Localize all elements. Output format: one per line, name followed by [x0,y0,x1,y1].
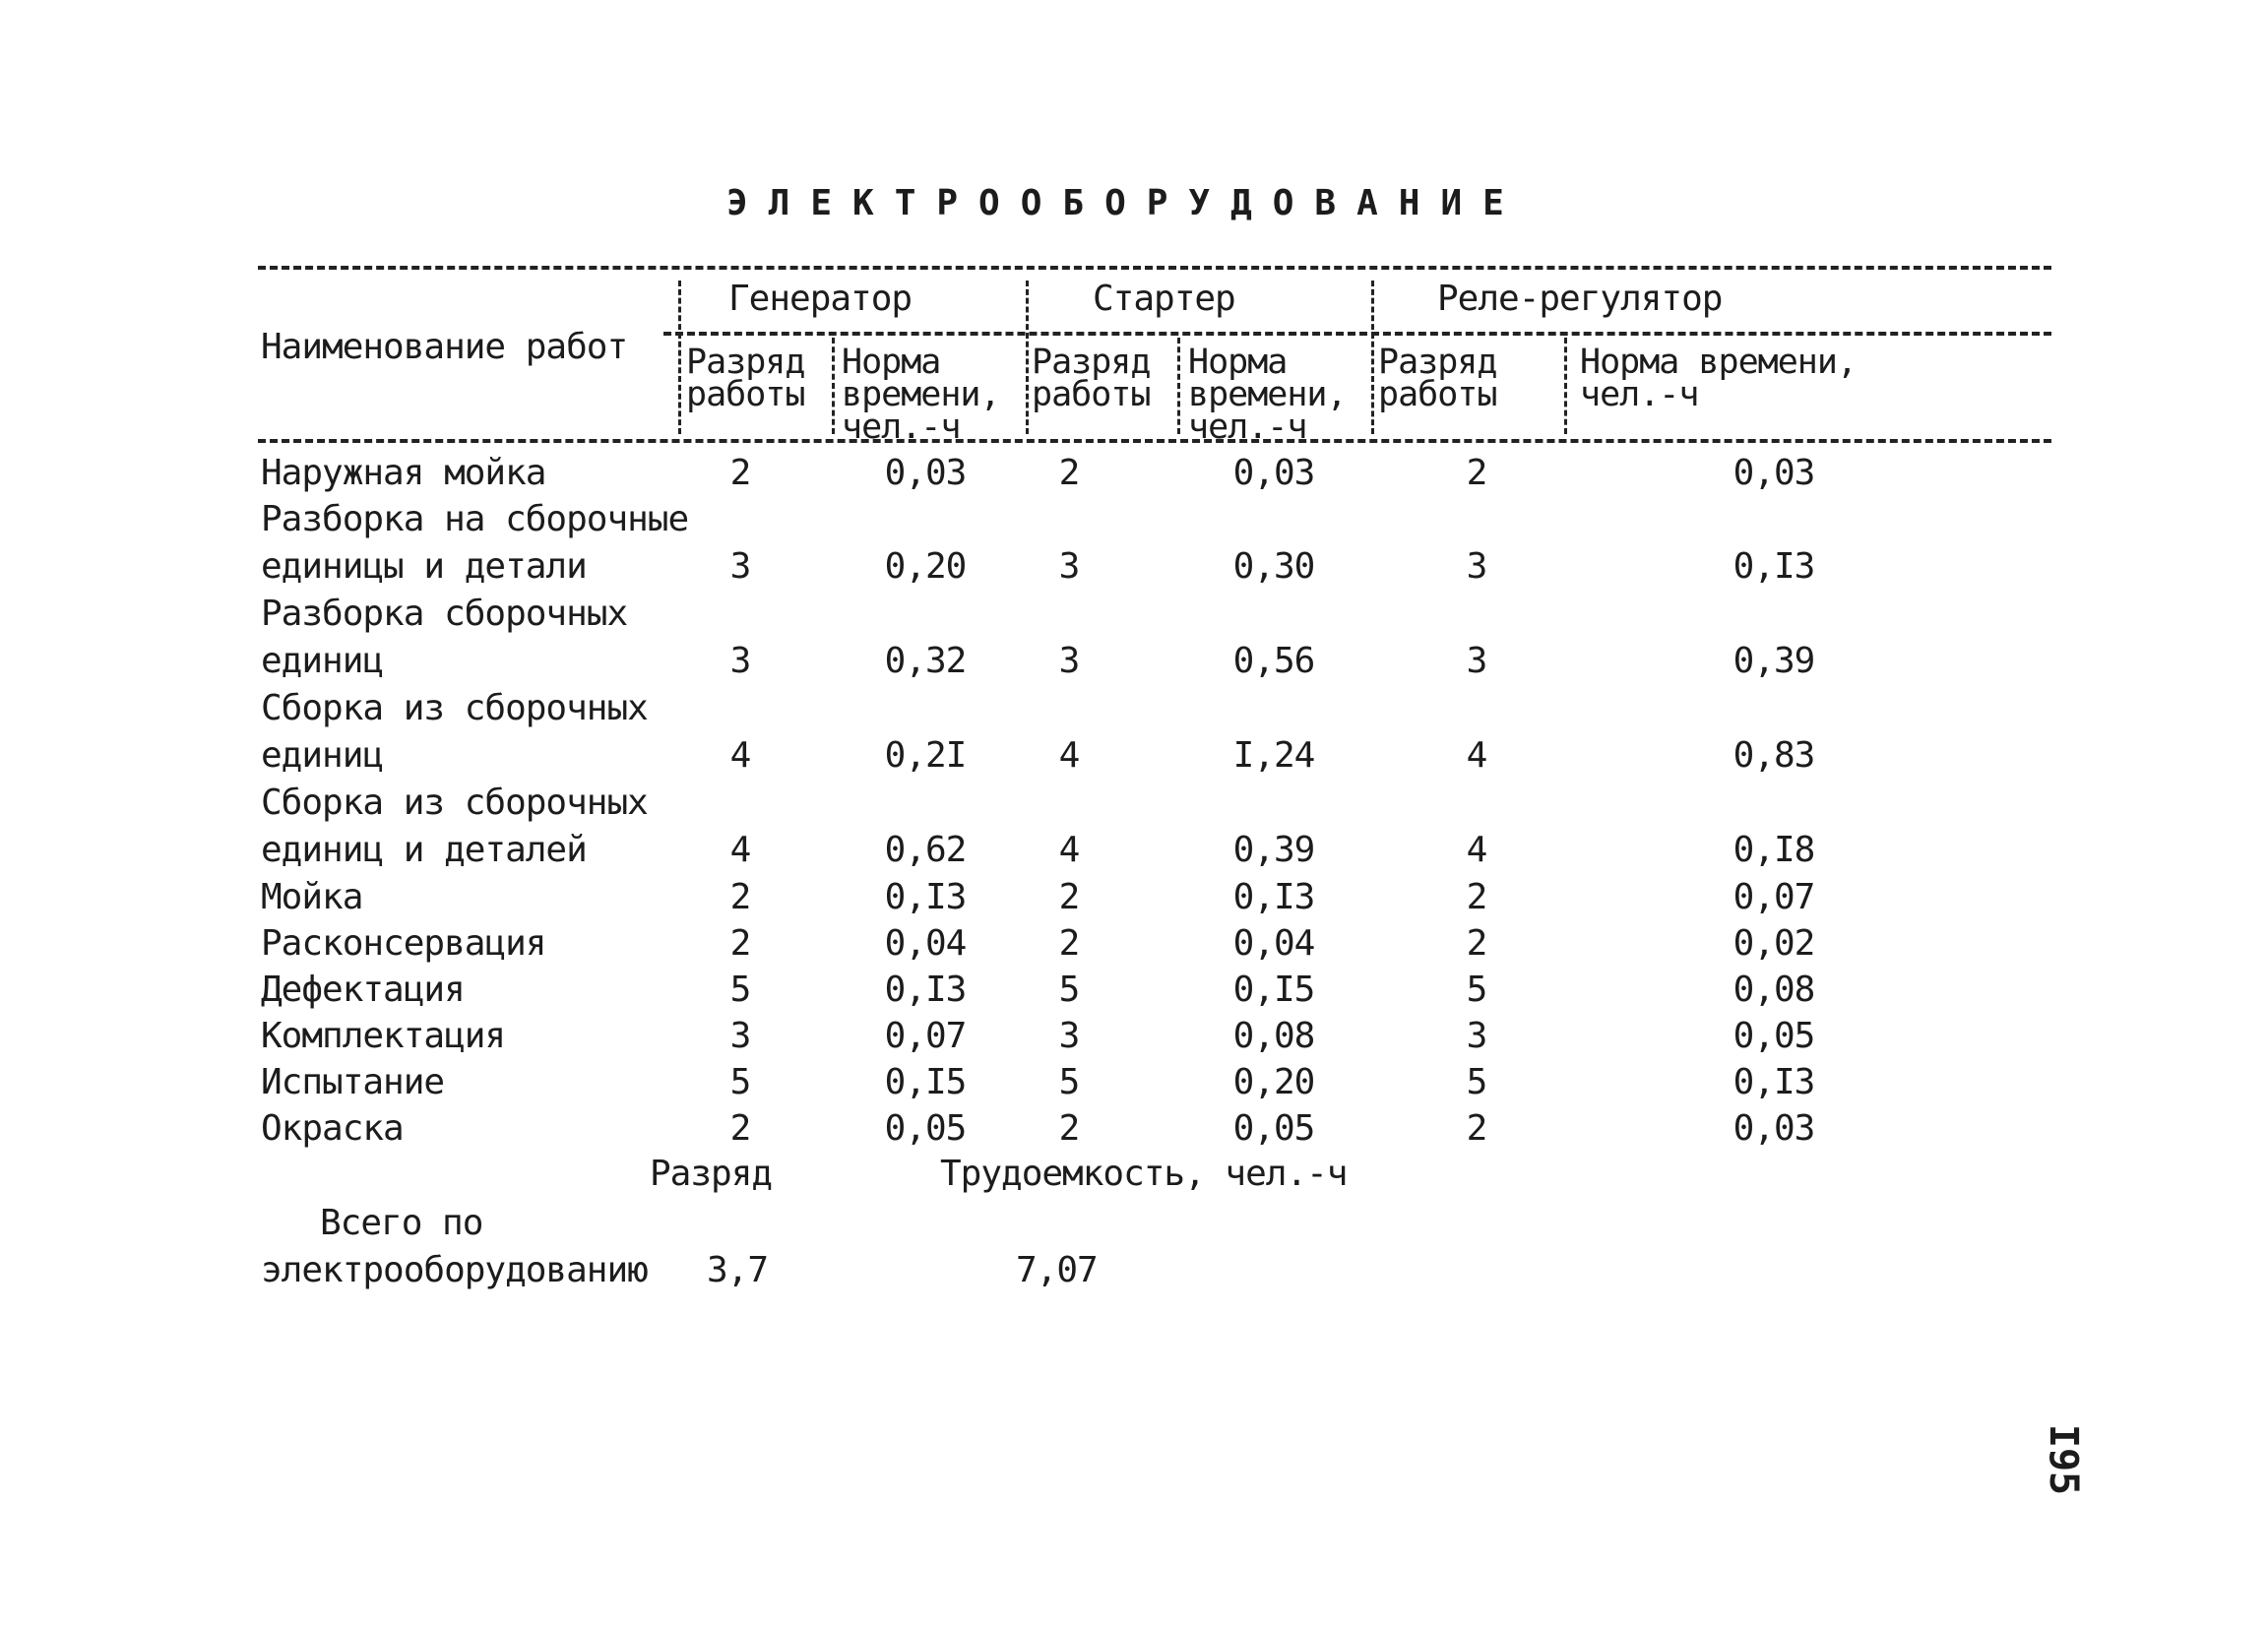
header-group-relay: Реле-регулятор [1437,279,1723,319]
col-separator-starter [1026,281,1029,434]
cell-norm: 0,20 [1232,1062,1315,1102]
cell-norm: 0,04 [1232,923,1315,964]
cell-grade: 2 [1466,1108,1487,1149]
row-name-line: Дефектация [261,970,465,1010]
cell-norm: 0,83 [1732,735,1815,776]
cell-grade: 5 [729,1062,751,1102]
cell-norm: 0,07 [1732,877,1815,917]
summary-labor-label: Трудоемкость, чел.-ч [940,1154,1348,1194]
cell-norm: 0,I3 [1732,546,1815,587]
cell-grade: 3 [1466,546,1487,587]
header-grade-label: Разряд работы [1032,343,1151,414]
row-name-line: Комплектация [261,1016,506,1056]
cell-grade: 2 [729,453,751,493]
row-name-line: Расконсервация [261,923,546,964]
cell-norm: 0,I5 [884,1062,967,1102]
cell-grade: 4 [729,735,751,776]
cell-grade: 4 [1058,830,1080,870]
row-name-line: Сборка из сборочных [261,688,648,728]
cell-norm: 0,I3 [1232,877,1315,917]
row-name-line: единицы и детали [261,546,587,587]
page-title: ЭЛЕКТРООБОРУДОВАНИЕ [726,183,1525,223]
row-name-line: единиц [261,735,384,776]
cell-norm: 0,I3 [884,877,967,917]
row-name-line: Мойка [261,877,363,917]
col-separator-relay-norm [1564,338,1567,434]
header-work-name: Наименование работ [261,327,628,367]
cell-norm: 0,I3 [1732,1062,1815,1102]
cell-norm: 0,39 [1232,830,1315,870]
summary-total-label-1: Всего по [320,1203,483,1243]
cell-grade: 2 [1466,877,1487,917]
cell-norm: I,24 [1232,735,1315,776]
cell-grade: 5 [1466,1062,1487,1102]
summary-total-label-2: электрооборудованию [261,1250,648,1290]
cell-grade: 4 [1058,735,1080,776]
cell-norm: 0,I3 [884,970,967,1010]
row-name-line: Испытание [261,1062,445,1102]
header-norm-label-wide: Норма времени, чел.-ч [1580,343,1858,414]
cell-grade: 2 [729,923,751,964]
header-norm-label: Норма времени, чел.-ч [842,343,1000,447]
cell-grade: 2 [1466,453,1487,493]
cell-norm: 0,56 [1232,641,1315,681]
summary-grade-value: 3,7 [707,1250,769,1290]
header-grade-label: Разряд работы [686,343,805,414]
col-separator-gen-norm [832,338,835,434]
cell-norm: 0,05 [884,1108,967,1149]
cell-norm: 0,05 [1232,1108,1315,1149]
cell-norm: 0,30 [1232,546,1315,587]
cell-grade: 4 [729,830,751,870]
cell-norm: 0,2I [884,735,967,776]
cell-grade: 4 [1466,830,1487,870]
cell-grade: 2 [729,877,751,917]
header-norm-label: Норма времени, чел.-ч [1188,343,1347,447]
cell-grade: 2 [1466,923,1487,964]
row-name-line: единиц и деталей [261,830,587,870]
cell-grade: 3 [729,1016,751,1056]
cell-grade: 2 [729,1108,751,1149]
cell-norm: 0,03 [1232,453,1315,493]
cell-norm: 0,05 [1732,1016,1815,1056]
cell-norm: 0,07 [884,1016,967,1056]
header-group-starter: Стартер [1093,279,1235,319]
cell-norm: 0,08 [1232,1016,1315,1056]
col-separator-relay [1371,281,1374,434]
cell-norm: 0,04 [884,923,967,964]
cell-norm: 0,I8 [1732,830,1815,870]
header-grade-label: Разряд работы [1378,343,1497,414]
cell-norm: 0,03 [1732,453,1815,493]
cell-norm: 0,02 [1732,923,1815,964]
cell-grade: 3 [729,546,751,587]
table-top-rule [258,266,2051,270]
col-separator-start-norm [1177,338,1180,434]
summary-grade-label: Разряд [650,1154,773,1194]
cell-grade: 3 [1058,1016,1080,1056]
page-number: I95 [2041,1423,2087,1496]
cell-norm: 0,03 [884,453,967,493]
cell-grade: 5 [1058,970,1080,1010]
cell-norm: 0,03 [1732,1108,1815,1149]
row-name-line: Наружная мойка [261,453,546,493]
cell-grade: 2 [1058,453,1080,493]
cell-norm: 0,I5 [1232,970,1315,1010]
cell-norm: 0,62 [884,830,967,870]
cell-norm: 0,39 [1732,641,1815,681]
row-name-line: Сборка из сборочных [261,783,648,823]
cell-grade: 4 [1466,735,1487,776]
cell-grade: 5 [729,970,751,1010]
cell-grade: 2 [1058,877,1080,917]
cell-norm: 0,20 [884,546,967,587]
summary-labor-value: 7,07 [1016,1250,1098,1290]
cell-grade: 3 [1466,1016,1487,1056]
cell-grade: 3 [1466,641,1487,681]
header-group-generator: Генератор [728,279,913,319]
subheader-rule [663,332,2051,336]
cell-norm: 0,08 [1732,970,1815,1010]
row-name-line: Разборка сборочных [261,594,628,634]
cell-grade: 5 [1466,970,1487,1010]
cell-grade: 3 [1058,641,1080,681]
cell-grade: 5 [1058,1062,1080,1102]
cell-grade: 3 [1058,546,1080,587]
cell-grade: 3 [729,641,751,681]
header-bottom-rule [258,439,2051,443]
cell-norm: 0,32 [884,641,967,681]
row-name-line: Разборка на сборочные [261,499,689,539]
row-name-line: единиц [261,641,384,681]
cell-grade: 2 [1058,923,1080,964]
cell-grade: 2 [1058,1108,1080,1149]
row-name-line: Окраска [261,1108,404,1149]
col-separator-generator [678,281,681,434]
